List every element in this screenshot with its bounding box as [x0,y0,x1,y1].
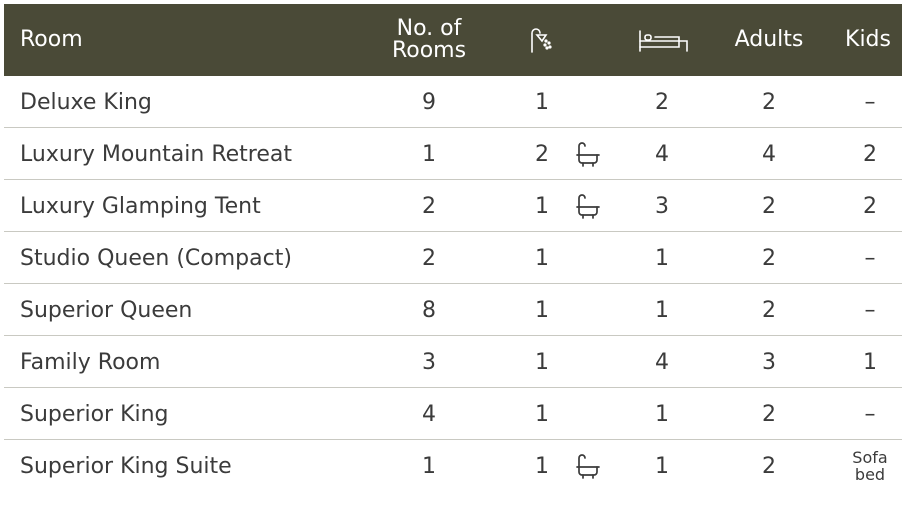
bathroom-count: 1 [535,297,549,323]
kid-count: – [864,297,876,323]
kid-count [842,440,898,492]
bed-count: 4 [655,349,669,375]
table-row [4,440,902,492]
adult-count: 4 [762,141,776,167]
bed-count: 1 [655,297,669,323]
bathroom-count: 1 [535,401,549,427]
room-count: 3 [422,349,436,375]
adult-count: 2 [762,193,776,219]
bathtub-icon [568,128,608,180]
kid-count: 2 [863,141,877,167]
adult-count: 2 [762,453,776,479]
room-count: 2 [422,245,436,271]
table-row [4,232,902,284]
room-name: Superior King Suite [20,453,232,479]
kid-count: – [864,89,876,115]
header-rooms-line2: Rooms [391,38,467,63]
room-count: 1 [422,141,436,167]
kid-count: – [864,245,876,271]
room-count: 4 [422,401,436,427]
room-name: Family Room [20,349,161,375]
room-name: Studio Queen (Compact) [20,245,292,271]
room-count: 2 [422,193,436,219]
bathtub-icon [568,440,608,492]
room-count: 9 [422,89,436,115]
table-row [4,336,902,388]
table-row [4,284,902,336]
room-name: Deluxe King [20,89,152,115]
adult-count: 2 [762,245,776,271]
table-header [4,4,902,76]
header-room: Room [20,27,83,52]
room-name: Superior King [20,401,169,427]
bed-count: 1 [655,401,669,427]
shower-icon [514,4,574,76]
bathroom-count: 1 [535,89,549,115]
bed-count: 2 [655,89,669,115]
kids-note-line1: Sofa [852,448,888,467]
table-row [4,180,902,232]
bathroom-count: 1 [535,453,549,479]
header-rooms-line1: No. of [396,16,462,41]
kid-count: 2 [863,193,877,219]
room-count: 1 [422,453,436,479]
adult-count: 2 [762,89,776,115]
room-count: 8 [422,297,436,323]
table-row [4,128,902,180]
header-kids: Kids [845,27,891,52]
bathroom-count: 1 [535,193,549,219]
bathroom-count: 1 [535,245,549,271]
room-name: Superior Queen [20,297,193,323]
adult-count: 3 [762,349,776,375]
kid-count: – [864,401,876,427]
header-number-of-rooms [374,4,484,76]
kid-count: 1 [863,349,877,375]
bed-count: 4 [655,141,669,167]
adult-count: 2 [762,297,776,323]
bed-icon [632,4,702,76]
bed-count: 3 [655,193,669,219]
room-name: Luxury Glamping Tent [20,193,261,219]
room-name: Luxury Mountain Retreat [20,141,292,167]
rooms-table [4,4,902,492]
kids-note-line2: bed [854,465,886,484]
bathroom-count: 2 [535,141,549,167]
bed-count: 1 [655,245,669,271]
bathtub-icon [568,180,608,232]
table-row [4,76,902,128]
adult-count: 2 [762,401,776,427]
bathroom-count: 1 [535,349,549,375]
table-row [4,388,902,440]
header-adults: Adults [734,27,804,52]
bed-count: 1 [655,453,669,479]
table-body [4,76,902,492]
